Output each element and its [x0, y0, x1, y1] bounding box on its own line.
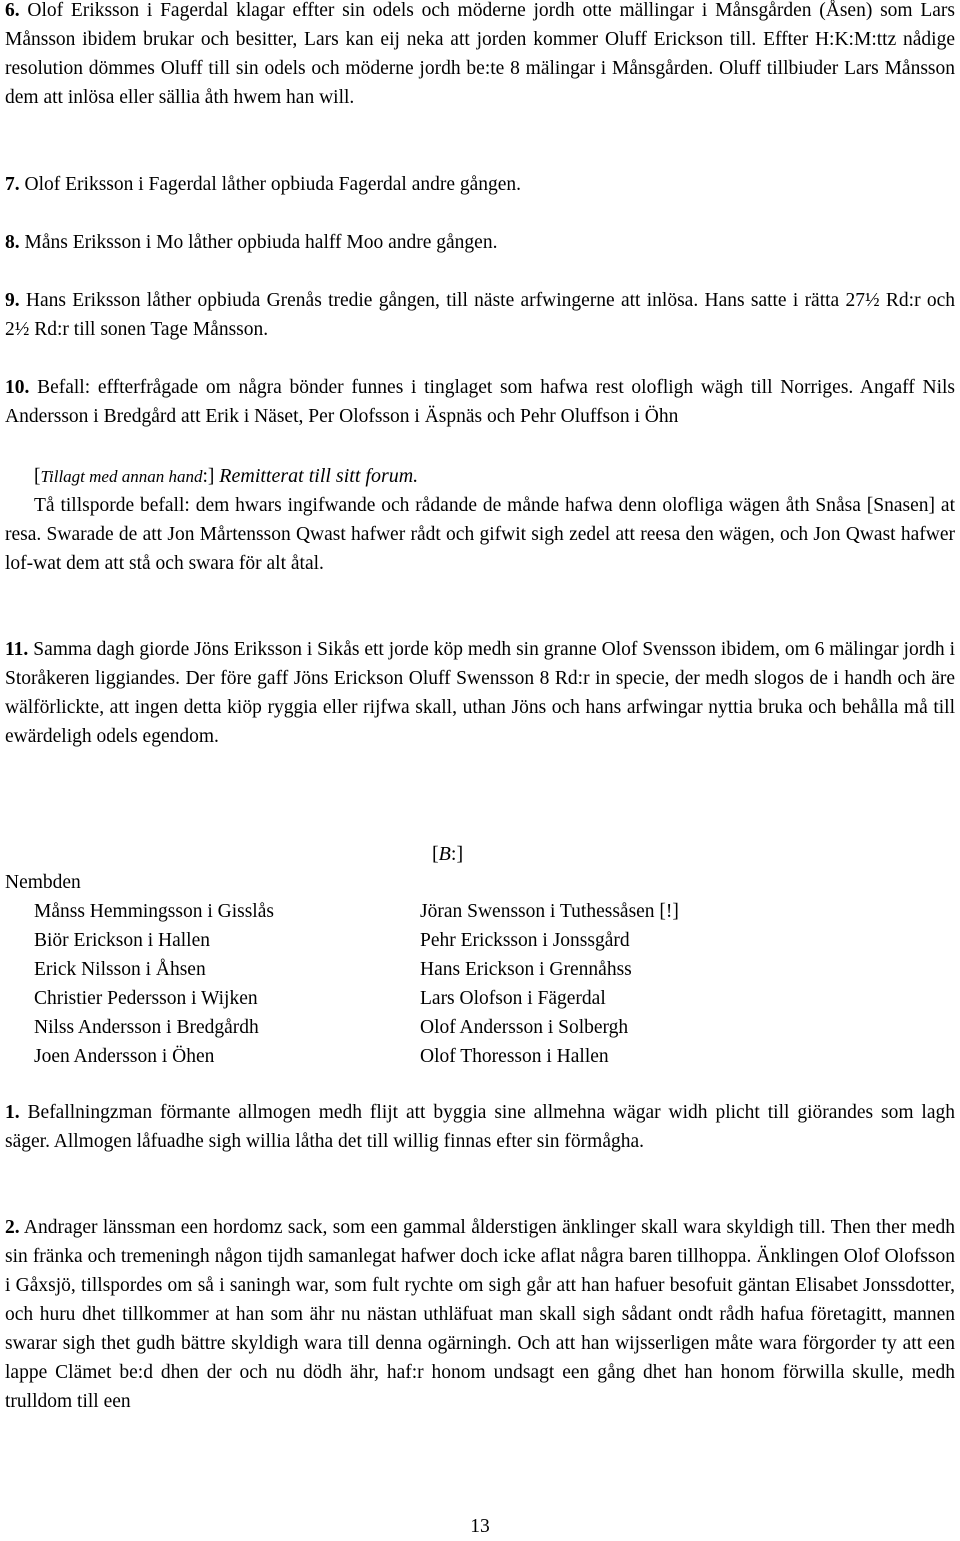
- record-item-11: [5, 635, 955, 751]
- page-number: 13: [470, 1516, 490, 1537]
- record-item-10: [5, 373, 955, 431]
- record-item-7: [5, 170, 955, 199]
- nembden-right-column: [420, 897, 679, 1071]
- record-item-9: [5, 286, 955, 344]
- item-number: 9.: [5, 290, 20, 311]
- item-text: Befall: effterfrågade om några bönder funnes i tinglaget som hafwa rest olofligh wägh till Norriges. Angaff Nils Andersson i Bredgård att Erik i Näset, Per Olofsson i Äspnäs och Pehr Oluffson i Öhn: [5, 377, 955, 427]
- juror-name: Hans Erickson i Grennåhss: [420, 959, 632, 980]
- marker-bracket-close: :]: [450, 843, 464, 865]
- note-label: Tillagt med annan hand: [40, 467, 203, 486]
- item-number: 11.: [5, 639, 29, 660]
- juror-name: Christier Pedersson i Wijken: [34, 988, 258, 1009]
- record-item-10-continuation: [5, 491, 955, 578]
- item-number: 8.: [5, 232, 20, 253]
- item-text: Befallningzman förmante allmogen medh flijt att byggia sine allmehna wägar widh plicht till giörandes som lagh säger. Allmogen låfuadhe sigh willia låtha det till willig finnas efter sin förmågha.: [5, 1102, 955, 1152]
- juror-name: Olof Andersson i Solbergh: [420, 1017, 629, 1038]
- item-number: 6.: [5, 0, 20, 21]
- record-item-b1: [5, 1098, 955, 1156]
- nembden-title: Nembden: [5, 872, 81, 893]
- nembden-left-column: [34, 897, 274, 1071]
- note-remark: Remitterat till sitt forum.: [219, 465, 419, 487]
- item-text: Måns Eriksson i Mo låther opbiuda halff Moo andre gången.: [24, 232, 498, 253]
- item-number: 2.: [5, 1217, 20, 1238]
- section-marker-b: [432, 840, 463, 869]
- juror-name: Biör Erickson i Hallen: [34, 930, 211, 951]
- record-item-b2: [5, 1213, 955, 1416]
- item-text: Samma dagh giorde Jöns Eriksson i Sikås ett jorde köp medh sin granne Olof Svensson ibidem, om 6 mälingar jordh i Storåkeren liggiandes. Der före gaff Jöns Erickson Oluff Swensson 8 Rd:r in specie, der medh slogos de i handh och äre wälförlickte, att ingen detta kiöp ryggia eller rijfwa skall, uthan Jöns och hans arfwingar nyttia bruka och behålla må till ewärdeligh odels egendom.: [5, 639, 956, 747]
- item-text: Hans Eriksson låther opbiuda Grenås tredie gången, till näste arfwingerne att inlösa. Hans satte i rätta 27½ Rd:r och 2½ Rd:r till sonen Tage Månsson.: [5, 290, 955, 340]
- item-text: Olof Eriksson i Fagerdal låther opbiuda Fagerdal andre gången.: [24, 174, 522, 195]
- marker-letter: B: [438, 843, 451, 865]
- note-bracket-close: :]: [202, 466, 215, 487]
- item-text: Tå tillsporde befall: dem hwars ingifwande och rådande de månde hafwa denn olofliga wägen åth Snåsa [Snasen] at resa. Swarade de att Jon Mårtensson Qwast hafwer rådt och gifwit sigh zedel att reesa den wägen, och Jon Qwast hafwer lof-wat dem att stå och swara för alt åtal.: [5, 495, 955, 574]
- record-item-8: [5, 228, 955, 257]
- juror-name: Joen Andersson i Öhen: [34, 1046, 215, 1067]
- item-number: 10.: [5, 377, 30, 398]
- juror-name: Nilss Andersson i Bredgårdh: [34, 1017, 259, 1038]
- note-bracket-open: [: [34, 466, 41, 487]
- juror-name: Månss Hemmingsson i Gisslås: [34, 901, 274, 922]
- item-number: 7.: [5, 174, 20, 195]
- marginal-note: [34, 462, 955, 491]
- juror-name: Olof Thoresson i Hallen: [420, 1046, 609, 1067]
- item-number: 1.: [5, 1102, 20, 1123]
- juror-name: Lars Olofson i Fägerdal: [420, 988, 606, 1009]
- item-text: Andrager länssman een hordomz sack, som een gammal ålderstigen änklinger skall wara skyldigh till. Then ther medh sin fränka och tremeningh någon tijdh samanlegat hafwer doch icke aflat några baren tillhoppa. Änklingen Olof Olofsson i Gåxsjö, tillspordes om så i saningh war, som fult rychte om sigh går att han hafuer besofuit gäntan Elisabet Jonssdotter, och huru dhet tillkommer at han som ähr nu nästan uthläfuat man skall sigh sådant ondt rådh hafua företagitt, mannen swarar sigh thet gudh bättre skyldigh wara till denna ogärningh. Och att han wijsserligen måte wara förgorder ty att een lappe Clämet be:d dhen der och nu dödh ähr, haf:r honom undsagt een gång dhet han honom förwilla skulle, medh trulldom till een: [5, 1217, 955, 1412]
- juror-name: Pehr Ericksson i Jonssgård: [420, 930, 630, 951]
- juror-name: Erick Nilsson i Åhsen: [34, 959, 206, 980]
- marker-bracket-open: [: [432, 843, 439, 865]
- record-item-6: [5, 0, 955, 112]
- juror-name: Jöran Swensson i Tuthessåsen [!]: [420, 901, 679, 922]
- item-text: Olof Eriksson i Fagerdal klagar effter sin odels och möderne jordh otte mällingar i Månsgården (Åsen) som Lars Månsson ibidem brukar och besitter, Lars kan eij neka att jorden kommer Oluff Erickson till. Effter H:K:M:ttz nådige resolution dömmes Oluff till sin odels och möderne jordh be:te 8 mälingar i Månsgården. Oluff tillbiuder Lars Månsson dem att inlösa eller sällia åth hwem han will.: [5, 0, 956, 108]
